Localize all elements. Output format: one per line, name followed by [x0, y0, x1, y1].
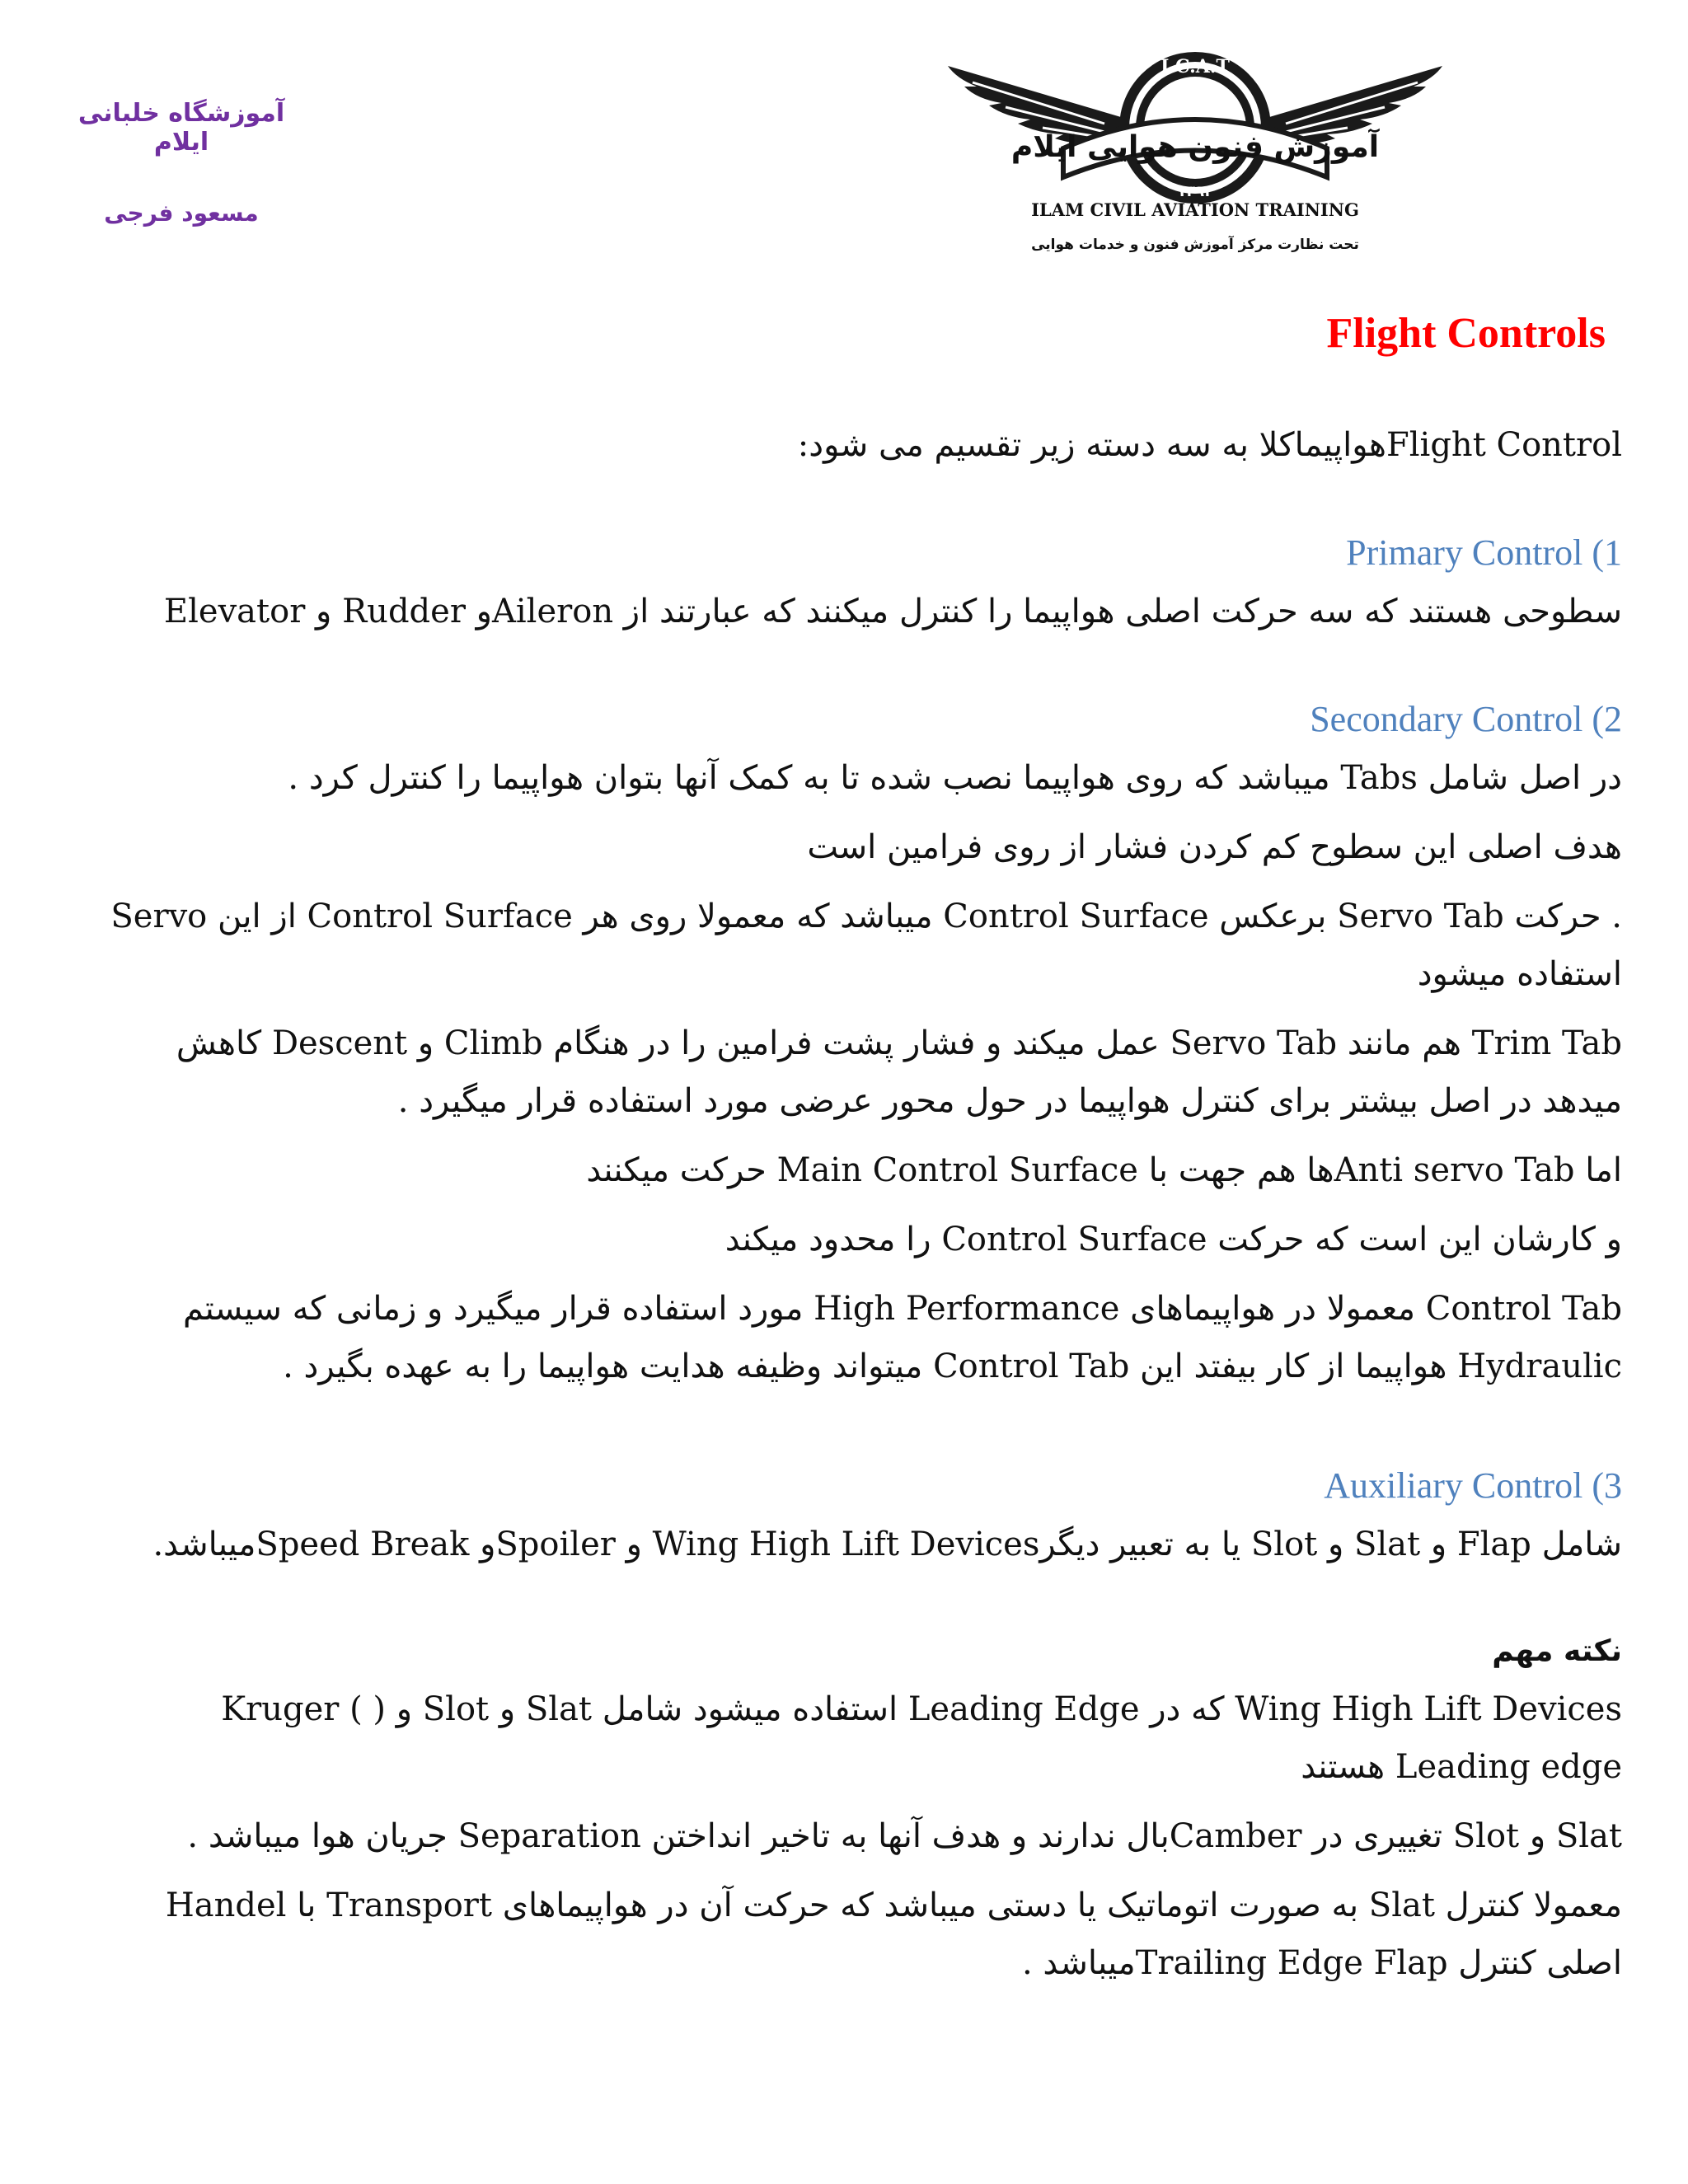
page-title: Flight Controls: [1326, 310, 1606, 357]
secondary-paragraph: . حرکت Servo Tab برعکس Control Surface میباشد که معمولا روی هر Control Surface از این Servo استفاده میشود: [110, 898, 1622, 993]
secondary-heading: Secondary Control (2: [1310, 699, 1622, 739]
intro-text: Flight Controlهواپیماکلا به سه دسته زیر تقسیم می شود:: [797, 426, 1622, 464]
note-paragraph: Wing High Lift Devices که در Leading Edge استفاده میشود شامل Slat و Slot و ( Kruger ( Leading edge هستند: [221, 1690, 1622, 1786]
secondary-paragraph: Control Tab معمولا در هواپیماهای High Performance مورد استفاده قرار میگیرد و زمانی که سیستم Hydraulic هواپیما از کار بیفتد این Control Tab میتواند وظیفه هدایت هواپیما را به عهده بگیرد .: [182, 1290, 1622, 1385]
logo-supervision: تحت نظارت مرکز آموزش فنون و خدمات هوایی: [1031, 237, 1359, 253]
icat-logo: [940, 41, 1451, 272]
note-heading: نکته مهم: [1492, 1634, 1622, 1668]
primary-heading: Primary Control (1: [1346, 532, 1622, 573]
logo-arc-text: آموزش فنون هوایی ایلام: [1010, 130, 1380, 164]
logo-initials: I.C.A.T: [1160, 56, 1230, 77]
auxiliary-heading: Auxiliary Control (3: [1324, 1465, 1622, 1506]
auxiliary-text: شامل Flap و Slat و Slot یا به تعبیر دیگرWing High Lift Devices و Spoilerو Speed Breakمیباشد.: [152, 1526, 1622, 1563]
document-body: [107, 416, 1622, 2004]
secondary-paragraph: در اصل شامل Tabs میباشد که روی هواپیما نصب شده تا به کمک آنها بتوان هواپیما را کنترل کرد .: [288, 759, 1622, 797]
logo-english: ILAM CIVIL AVIATION TRAINING: [1031, 199, 1359, 220]
note-paragraph: معمولا کنترل Slat به صورت اتوماتیک یا دستی میباشد که حرکت آن در هواپیماهای Transport با Handel اصلی کنترل Trailing Edge Flapمیباشد .: [165, 1886, 1622, 1982]
note-paragraph: Slat و Slot تغییری در Camberبال ندارند و هدف آنها به تاخیر انداختن Separation جریان هوا میباشد .: [187, 1817, 1622, 1855]
winged-emblem-icon: [940, 41, 1451, 272]
header-school-block: [58, 99, 305, 227]
author-name: مسعود فرجی: [104, 199, 259, 227]
primary-text: سطوحی هستند که سه حرکت اصلی هواپیما را کنترل میکنند که عبارتند از Aileronو Rudder و Elevator: [163, 593, 1622, 630]
logo-year: ۱۳۹۲: [1177, 183, 1213, 200]
school-name: آموزشگاه خلبانی ایلام: [77, 99, 285, 157]
secondary-paragraph: هدف اصلی این سطوح کم کردن فشار از روی فرامین است: [807, 828, 1622, 866]
secondary-paragraph: Trim Tab هم مانند Servo Tab عمل میکند و فشار پشت فرامین را در هنگام Climb و Descent کاهش میدهد در اصل بیشتر برای کنترل هواپیما در حول محور عرضی مورد استفاده قرار میگیرد .: [176, 1024, 1622, 1120]
secondary-paragraph: و کارشان این است که حرکت Control Surface را محدود میکند: [724, 1221, 1622, 1258]
secondary-paragraph: اما Anti servo Tabها هم جهت با Main Control Surface حرکت میکنند: [586, 1151, 1622, 1189]
